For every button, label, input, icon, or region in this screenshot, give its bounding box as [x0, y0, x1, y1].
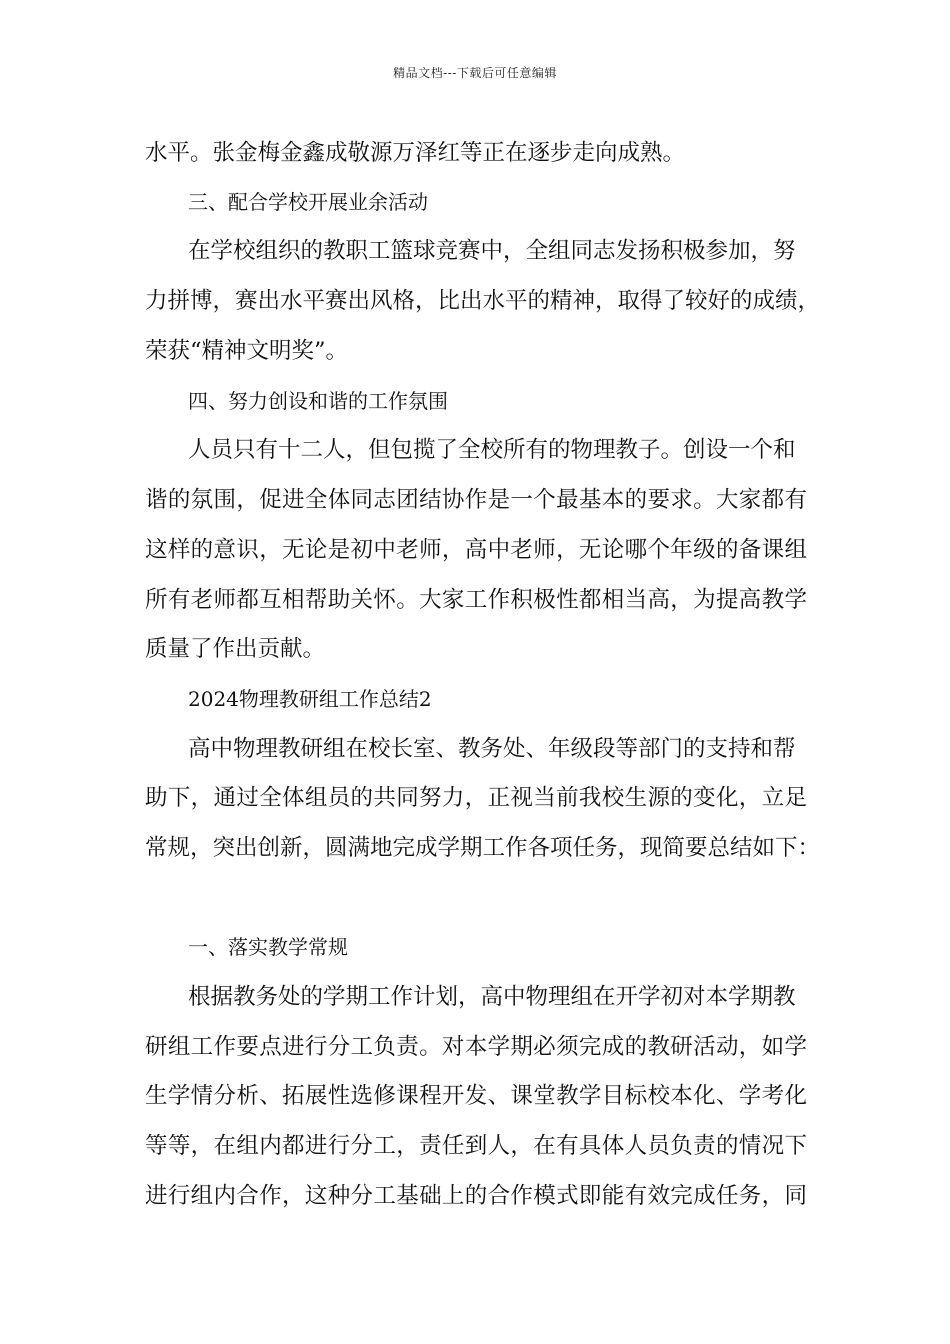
paragraph-line: 力拼博，赛出水平赛出风格，比出水平的精神，取得了较好的成绩，	[145, 288, 821, 314]
page-header: 精品文档---下载后可任意编辑	[393, 66, 557, 80]
paragraph-line: 在学校组织的教职工篮球竞赛中，全组同志发扬积极参加，努	[188, 238, 796, 264]
paragraph-line: 水平。张金梅金鑫成敬源万泽红等正在逐步走向成熟。	[145, 140, 686, 166]
paragraph-line: 谐的氛围，促进全体同志团结协作是一个最基本的要求。大家都有	[145, 487, 807, 513]
paragraph-line: 进行组内合作，这种分工基础上的合作模式即能有效完成任务，同	[145, 1183, 807, 1209]
paragraph-line: 助下，通过全体组员的共同努力，正视当前我校生源的变化，立足	[145, 785, 807, 811]
document-subtitle: 2024物理教研组工作总结2	[188, 687, 432, 711]
paragraph-line: 这样的意识，无论是初中老师，高中老师，无论哪个年级的备课组	[145, 537, 807, 563]
paragraph-line: 荣获“精神文明奖”。	[145, 338, 349, 364]
paragraph-line: 根据教务处的学期工作计划，高中物理组在开学初对本学期教	[188, 984, 796, 1010]
section-heading: 四、努力创设和谐的工作氛围	[188, 389, 448, 413]
paragraph-line: 所有老师都互相帮助关怀。大家工作积极性都相当高，为提高教学	[145, 587, 807, 613]
paragraph-line: 人员只有十二人，但包揽了全校所有的物理教子。创设一个和	[188, 437, 796, 463]
section-heading: 三、配合学校开展业余活动	[188, 190, 428, 214]
paragraph-line: 高中物理教研组在校长室、教务处、年级段等部门的支持和帮	[188, 736, 796, 762]
section-heading: 一、落实教学常规	[188, 935, 348, 959]
paragraph-line: 等等，在组内都进行分工，责任到人，在有具体人员负责的情况下	[145, 1133, 807, 1159]
paragraph-line: 研组工作要点进行分工负责。对本学期必须完成的教研活动，如学	[145, 1034, 807, 1060]
paragraph-line: 常规，突出创新，圆满地完成学期工作各项任务，现简要总结如下：	[145, 835, 821, 861]
paragraph-line: 生学情分析、拓展性选修课程开发、课堂教学目标校本化、学考化	[145, 1083, 807, 1109]
paragraph-line: 质量了作出贡献。	[145, 636, 326, 662]
